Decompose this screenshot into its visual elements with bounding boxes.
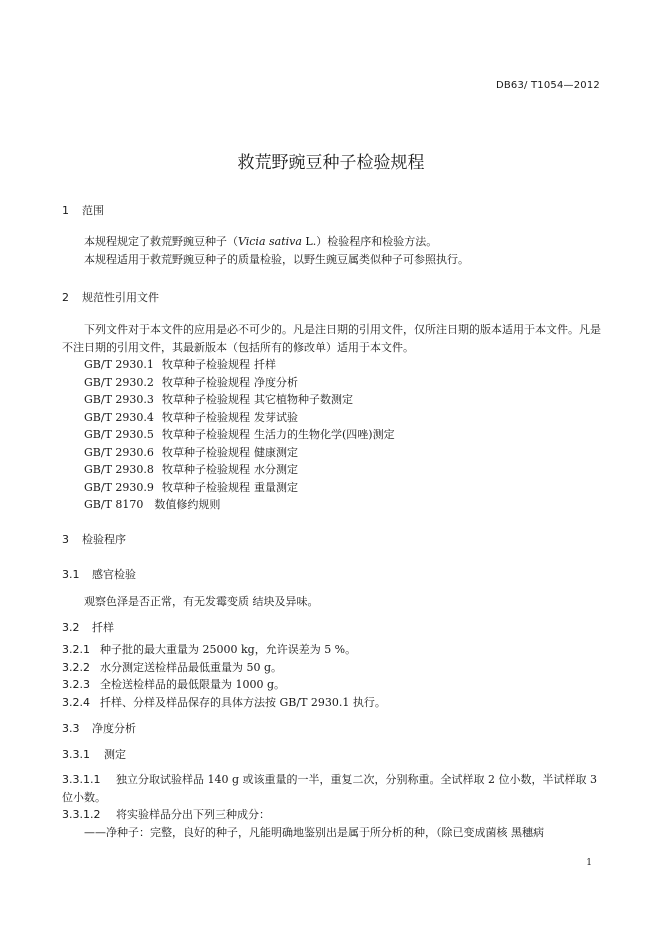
reference-name: 健康测定 [254, 445, 298, 459]
reference-item [84, 409, 624, 427]
reference-name: 净度分析 [254, 375, 298, 389]
section-heading-sampling [62, 619, 114, 635]
reference-standard: 牧草种子检验规程 [162, 463, 250, 476]
clause-text: 全检送检样品的最低限量为 1000 g。 [100, 678, 286, 691]
document-code: DB63/ T1054—2012 [495, 80, 600, 91]
reference-code: GB/T 2930.1 [84, 358, 154, 371]
section-number: 3.2 [62, 621, 80, 634]
page-number: 1 [586, 858, 592, 868]
sampling-item [62, 676, 602, 694]
sampling-items [62, 641, 602, 711]
clause-3-3-1-2 [62, 806, 602, 824]
reference-item [84, 391, 624, 409]
pure-seed-definition: ——净种子：完整，良好的种子，凡能明确地鉴别出是属于所分析的种，（除已变成菌核 黑穗病 [84, 826, 544, 839]
clause-text: 独立分取试验样品 140 g 或该重量的一半，重复二次，分别称重。全试样取 2 位小数，半试样取 3 位小数。 [62, 773, 598, 804]
section-title: 范围 [82, 204, 104, 217]
reference-standard: 牧草种子检验规程 [162, 358, 250, 371]
section-title: 检验程序 [82, 533, 126, 546]
reference-code: GB/T 2930.6 [84, 445, 154, 459]
reference-item [84, 374, 624, 392]
reference-code: GB/T 2930.2 [84, 375, 154, 389]
section-heading-determination [62, 746, 126, 762]
reference-standard: 牧草种子检验规程 [162, 480, 250, 494]
section-heading-purity [62, 720, 136, 736]
clause-number: 3.3.1.2 [62, 808, 101, 821]
section-heading-sensory [62, 566, 136, 582]
section-title: 规范性引用文件 [82, 291, 159, 304]
section-number: 3.1 [62, 568, 80, 581]
reference-item [84, 426, 624, 444]
reference-code: GB/T 2930.5 [84, 428, 154, 441]
scope-paragraph-1 [62, 233, 602, 251]
section-heading-procedure [62, 531, 126, 547]
reference-item [84, 461, 624, 479]
references-intro: 下列文件对于本文件的应用是必不可少的。凡是注日期的引用文件，仅所注日期的版本适用于本文件。凡是不注日期的引用文件，其最新版本（包括所有的修改单）适用于本文件。 [62, 323, 601, 354]
sampling-item [62, 694, 602, 712]
reference-code: GB/T 2930.8 [84, 463, 154, 476]
section-title: 测定 [104, 748, 126, 761]
reference-name: 重量测定 [254, 480, 298, 494]
sampling-item [62, 659, 602, 677]
sampling-item [62, 641, 602, 659]
reference-item: GB/T 8170 数值修约规则 [84, 498, 221, 511]
reference-standard: 牧草种子检验规程 [162, 428, 250, 441]
reference-name: 发芽试验 [254, 410, 298, 424]
section-title: 感官检验 [92, 568, 136, 581]
reference-name: 水分测定 [254, 463, 298, 476]
clause-text: 扦样、分样及样品保存的具体方法按 GB/T 2930.1 执行。 [100, 695, 386, 709]
section-heading-scope [62, 202, 104, 218]
reference-standard: 牧草种子检验规程 [162, 375, 250, 389]
reference-standard: 牧草种子检验规程 [162, 445, 250, 459]
scope-text: 本规程规定了救荒野豌豆种子（ [84, 235, 238, 248]
clause-text: 将实验样品分出下列三种成分： [116, 808, 270, 821]
section-number: 3.3 [62, 722, 80, 735]
reference-code: GB/T 2930.9 [84, 480, 154, 494]
clause-text: 种子批的最大重量为 25000 kg，允许误差为 5 %。 [100, 643, 357, 656]
sensory-paragraph: 观察色泽是否正常，有无发霉变质 结块及异味。 [84, 595, 319, 608]
section-number: 3.3.1 [62, 748, 90, 761]
reference-name: 扦样 [254, 358, 276, 371]
reference-list [62, 356, 624, 514]
clause-number: 3.2.1 [62, 643, 90, 656]
scope-text: L.）检验程序和检验方法。 [301, 235, 438, 248]
reference-item [84, 479, 624, 497]
reference-item [84, 356, 624, 374]
latin-species-name: Vicia sativa [238, 235, 302, 248]
reference-item [84, 444, 624, 462]
section-number: 2 [62, 291, 69, 304]
section-title: 净度分析 [92, 722, 136, 735]
clause-number: 3.2.4 [62, 695, 90, 709]
section-heading-references [62, 289, 159, 305]
reference-standard: 牧草种子检验规程 [162, 393, 250, 406]
scope-paragraph-2: 本规程适用于救荒野豌豆种子的质量检验，以野生豌豆属类似种子可参照执行。 [84, 253, 469, 266]
reference-standard: 牧草种子检验规程 [162, 410, 250, 424]
clause-number: 3.2.2 [62, 660, 90, 674]
clause-text: 水分测定送检样品最低重量为 50 g。 [100, 660, 283, 674]
reference-code: GB/T 2930.3 [84, 393, 154, 406]
document-title: 救荒野豌豆种子检验规程 [237, 153, 425, 173]
clause-number: 3.2.3 [62, 678, 90, 691]
clause-3-3-1-1 [62, 771, 602, 806]
section-title: 扦样 [92, 621, 114, 634]
reference-name: 其它植物种子数测定 [254, 393, 353, 406]
clause-number: 3.3.1.1 [62, 773, 101, 786]
section-number: 3 [62, 533, 69, 546]
section-number: 1 [62, 204, 69, 217]
reference-code: GB/T 2930.4 [84, 410, 154, 424]
reference-name: 生活力的生物化学(四唑)测定 [254, 428, 395, 441]
